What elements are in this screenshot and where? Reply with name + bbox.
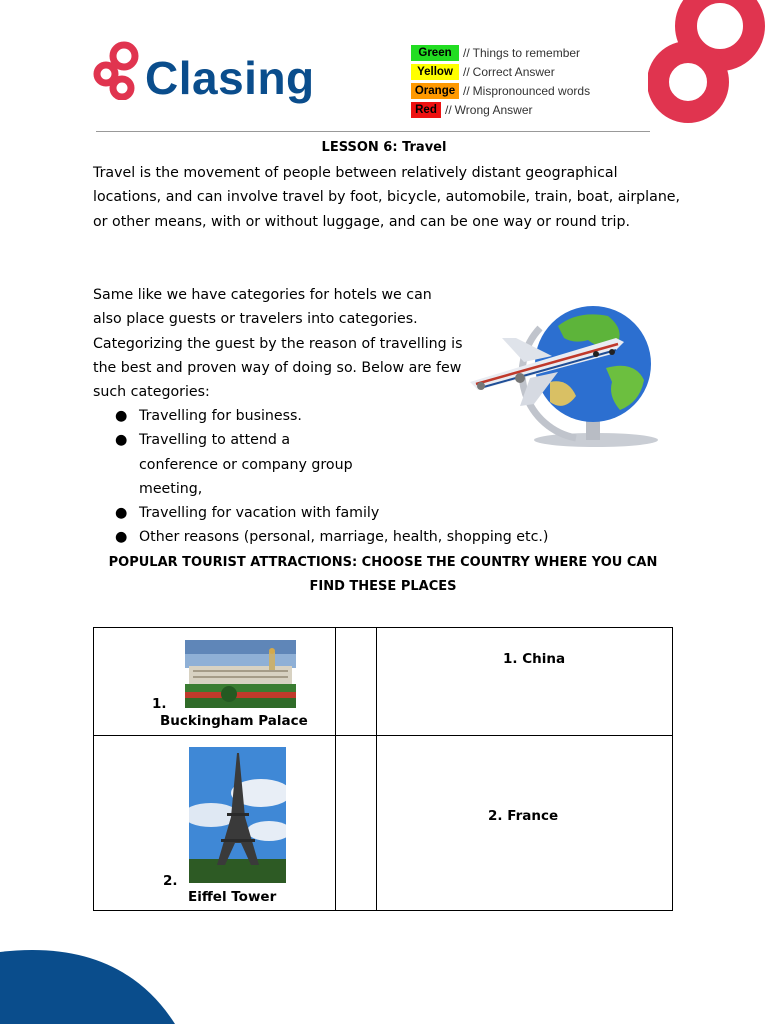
legend-desc: Correct Answer bbox=[472, 64, 555, 79]
list-item: ● Travelling for vacation with family bbox=[93, 501, 613, 525]
legend-desc: Wrong Answer bbox=[454, 102, 533, 117]
attractions-table bbox=[93, 627, 673, 911]
attractions-heading: POPULAR TOURIST ATTRACTIONS: CHOOSE THE COUNTRY WHERE YOU CAN FIND THESE PLACES bbox=[108, 555, 658, 595]
legend-separator: // bbox=[463, 45, 470, 60]
bullet-icon: ● bbox=[115, 432, 128, 449]
list-item: ● Travelling for business. bbox=[93, 404, 613, 428]
list-item: ● Other reasons (personal, marriage, health, shopping etc.) bbox=[93, 525, 613, 549]
eiffel-tower-image bbox=[189, 747, 286, 883]
legend-swatch: Orange bbox=[411, 83, 459, 99]
color-legend bbox=[411, 43, 590, 119]
bullet-icon: ● bbox=[115, 529, 128, 546]
bullet-icon: ● bbox=[115, 505, 128, 522]
legend-separator: // bbox=[463, 64, 470, 79]
table-row-divider bbox=[94, 735, 672, 736]
categories-paragraph: Same like we have categories for hotels we can also place guests or travelers into categories. Categorizing the guest by the reason of travelling is the best and proven way of doing so. Below are few such categories: bbox=[93, 287, 463, 401]
legend-swatch: Yellow bbox=[411, 64, 459, 80]
corner-wave-decoration bbox=[0, 944, 180, 1024]
lesson-title: LESSON 6: Travel bbox=[321, 140, 447, 155]
legend-swatch: Green bbox=[411, 45, 459, 61]
intro-paragraph: Travel is the movement of people between relatively distant geographical locations, and can involve travel by foot, bicycle, automobile, train, boat, airplane, or other means, with or without luggage, and can be one way or round trip. bbox=[93, 165, 681, 230]
legend-desc: Mispronounced words bbox=[472, 83, 591, 98]
table-column-divider bbox=[335, 628, 336, 910]
row-number: 2. bbox=[163, 873, 178, 889]
list-item: ● Travelling to attend a conference or company group meeting, bbox=[93, 428, 613, 501]
corner-logo-decoration bbox=[648, 0, 768, 150]
legend-desc: Things to remember bbox=[472, 45, 581, 60]
header-divider bbox=[96, 131, 650, 132]
legend-row-orange bbox=[411, 81, 590, 100]
legend-separator: // bbox=[445, 102, 452, 117]
row-number: 1. bbox=[152, 696, 167, 712]
legend-row-green bbox=[411, 43, 590, 62]
legend-separator: // bbox=[463, 83, 470, 98]
clasing-logo-icon bbox=[92, 40, 142, 100]
buckingham-palace-image bbox=[185, 640, 296, 708]
country-option: 1. China bbox=[503, 651, 566, 667]
place-name: Buckingham Palace bbox=[160, 713, 308, 729]
place-name: Eiffel Tower bbox=[188, 889, 277, 905]
bullet-icon: ● bbox=[115, 408, 128, 424]
country-option: 2. France bbox=[488, 808, 559, 824]
legend-row-red bbox=[411, 100, 590, 119]
legend-row-yellow bbox=[411, 62, 590, 81]
logo-text: Clasing bbox=[145, 52, 315, 104]
travel-categories-list bbox=[93, 404, 613, 550]
legend-swatch: Red bbox=[411, 102, 441, 118]
table-column-divider bbox=[376, 628, 377, 910]
